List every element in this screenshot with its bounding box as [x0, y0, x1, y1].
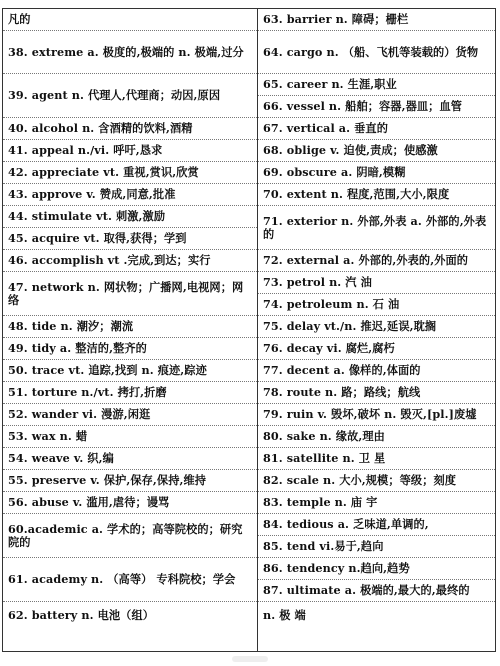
- vocab-entry-text: 69. obscure a. 阴暗,模糊: [263, 165, 406, 180]
- vocab-entry: [3, 470, 257, 492]
- vocab-entry: [258, 404, 495, 426]
- vocab-entry: [3, 206, 257, 228]
- vocab-entry-text: 47. network n. 网状物；广播网,电视网；网络: [8, 279, 244, 307]
- vocab-entry: [3, 272, 257, 316]
- vocabulary-table: [2, 8, 496, 652]
- vocab-entry: [3, 404, 257, 426]
- vocab-entry-text: 63. barrier n. 障碍；栅栏: [263, 12, 409, 27]
- vocab-entry: [3, 140, 257, 162]
- vocab-entry-text: 53. wax n. 蜡: [8, 429, 88, 444]
- vocab-entry-text: 52. wander vi. 漫游,闲逛: [8, 407, 151, 422]
- vocab-entry: [3, 360, 257, 382]
- vocab-entry: [258, 9, 495, 31]
- vocab-entry-text: n. 极 端: [263, 607, 306, 622]
- vocab-entry: [3, 514, 257, 558]
- vocab-entry-text: 79. ruin v. 毁坏,破坏 n. 毁灭,[pl.]废墟: [263, 407, 477, 422]
- vocab-entry: [3, 448, 257, 470]
- vocab-entry-text: 38. extreme a. 极度的,极端的 n. 极端,过分: [8, 44, 244, 59]
- vocab-entry: [258, 316, 495, 338]
- vocab-entry: [258, 31, 495, 74]
- vocab-entry-text: 77. decent a. 像样的,体面的: [263, 363, 421, 378]
- vocab-entry: [3, 74, 257, 118]
- vocab-entry: [258, 140, 495, 162]
- vocab-entry: [258, 184, 495, 206]
- vocab-entry: [3, 118, 257, 140]
- vocab-entry-text: 82. scale n. 大小,规模；等级；刻度: [263, 473, 457, 488]
- vocab-entry: [3, 250, 257, 272]
- vocab-entry-text: 73. petrol n. 汽 油: [263, 275, 372, 290]
- vocab-entry-text: 72. external a. 外部的,外表的,外面的: [263, 253, 469, 268]
- vocab-entry: [3, 184, 257, 206]
- vocab-entry-text: 40. alcohol n. 含酒精的饮料,酒精: [8, 121, 193, 136]
- vocab-entry-text: 56. abuse v. 滥用,虐待；谩骂: [8, 495, 170, 510]
- vocab-entry-text: 55. preserve v. 保护,保存,保持,维持: [8, 473, 207, 488]
- vocab-entry: [258, 294, 495, 316]
- vocab-entry: [258, 448, 495, 470]
- vocab-entry-text: 83. temple n. 庙 宇: [263, 495, 378, 510]
- vocab-entry: [3, 426, 257, 448]
- vocab-entry: [258, 360, 495, 382]
- vocab-entry: [258, 206, 495, 250]
- vocab-entry: [258, 382, 495, 404]
- vocab-entry-text: 62. battery n. 电池（组）: [8, 607, 155, 622]
- vocab-entry-text: 76. decay vi. 腐烂,腐朽: [263, 341, 395, 356]
- vocab-entry-text: 70. extent n. 程度,范围,大小,限度: [263, 187, 450, 202]
- vocab-entry-text: 64. cargo n. （船、飞机等装载的）货物: [263, 44, 479, 59]
- vocab-entry-text: 84. tedious a. 乏味道,单调的,: [263, 517, 429, 532]
- vocab-entry: [258, 514, 495, 536]
- vocab-entry: [258, 602, 495, 628]
- vocab-entry: [3, 382, 257, 404]
- vocab-entry-text: 80. sake n. 缘故,理由: [263, 429, 385, 444]
- vocab-entry-text: 65. career n. 生涯,职业: [263, 77, 397, 92]
- vocab-entry: [258, 426, 495, 448]
- vocab-entry-text: 60.academic a. 学术的；高等院校的；研究院的: [8, 521, 243, 549]
- vocab-entry: [258, 580, 495, 602]
- vocab-entry-text: 81. satellite n. 卫 星: [263, 451, 386, 466]
- right-column: [258, 9, 495, 651]
- vocab-entry-text: 49. tidy a. 整洁的,整齐的: [8, 341, 147, 356]
- vocab-entry-text: 43. approve v. 赞成,同意,批准: [8, 187, 176, 202]
- vocab-entry: [3, 492, 257, 514]
- vocab-entry-text: 75. delay vt./n. 推迟,延误,耽搁: [263, 319, 437, 334]
- vocab-entry-text: 78. route n. 路；路线；航线: [263, 385, 421, 400]
- vocab-entry: [3, 338, 257, 360]
- vocab-entry: [3, 9, 257, 31]
- vocab-entry-text: 44. stimulate vt. 刺激,激励: [8, 209, 166, 224]
- vocab-entry: [3, 316, 257, 338]
- vocab-entry: [258, 118, 495, 140]
- vocab-entry: [258, 162, 495, 184]
- vocab-entry-text: 71. exterior n. 外部,外表 a. 外部的,外表的: [263, 213, 487, 241]
- vocab-entry: [258, 492, 495, 514]
- vocab-entry-text: 51. torture n./vt. 拷打,折磨: [8, 385, 167, 400]
- vocab-entry: [258, 250, 495, 272]
- vocab-entry-text: 45. acquire vt. 取得,获得；学到: [8, 231, 187, 246]
- left-column: [3, 9, 258, 651]
- vocab-entry-text: 凡的: [8, 12, 31, 27]
- vocab-entry: [3, 602, 257, 628]
- vocab-entry: [258, 338, 495, 360]
- vocab-entry-text: 66. vessel n. 船舶；容器,器皿；血管: [263, 99, 463, 114]
- vocab-entry-text: 54. weave v. 织,编: [8, 451, 114, 466]
- vocab-entry: [258, 272, 495, 294]
- vocab-entry-text: 86. tendency n.趋向,趋势: [263, 561, 410, 576]
- vocab-entry: [3, 228, 257, 250]
- vocab-entry: [3, 558, 257, 602]
- vocab-entry-text: 46. accomplish vt .完成,到达；实行: [8, 253, 211, 268]
- vocab-entry-text: 39. agent n. 代理人,代理商；动因,原因: [8, 88, 221, 103]
- vocab-entry: [258, 74, 495, 96]
- page-footer-mark: [232, 656, 268, 662]
- vocab-entry-text: 61. academy n. （高等） 专科院校；学会: [8, 572, 236, 587]
- vocab-entry: [258, 96, 495, 118]
- vocab-entry: [258, 558, 495, 580]
- vocab-entry-text: 85. tend vi.易于,趋向: [263, 539, 384, 554]
- vocab-entry: [258, 536, 495, 558]
- vocab-entry: [3, 162, 257, 184]
- vocab-entry-text: 48. tide n. 潮汐；潮流: [8, 319, 134, 334]
- vocab-entry-text: 68. oblige v. 迫使,责成；使感激: [263, 143, 438, 158]
- vocab-entry: [3, 31, 257, 74]
- vocab-entry: [258, 470, 495, 492]
- vocab-entry-text: 87. ultimate a. 极端的,最大的,最终的: [263, 583, 470, 598]
- vocab-entry-text: 67. vertical a. 垂直的: [263, 121, 388, 136]
- vocab-entry-text: 50. trace vt. 追踪,找到 n. 痕迹,踪迹: [8, 363, 207, 378]
- vocab-entry-text: 42. appreciate vt. 重视,赏识,欣赏: [8, 165, 199, 180]
- vocab-entry-text: 74. petroleum n. 石 油: [263, 297, 400, 312]
- vocab-entry-text: 41. appeal n./vi. 呼吁,恳求: [8, 143, 163, 158]
